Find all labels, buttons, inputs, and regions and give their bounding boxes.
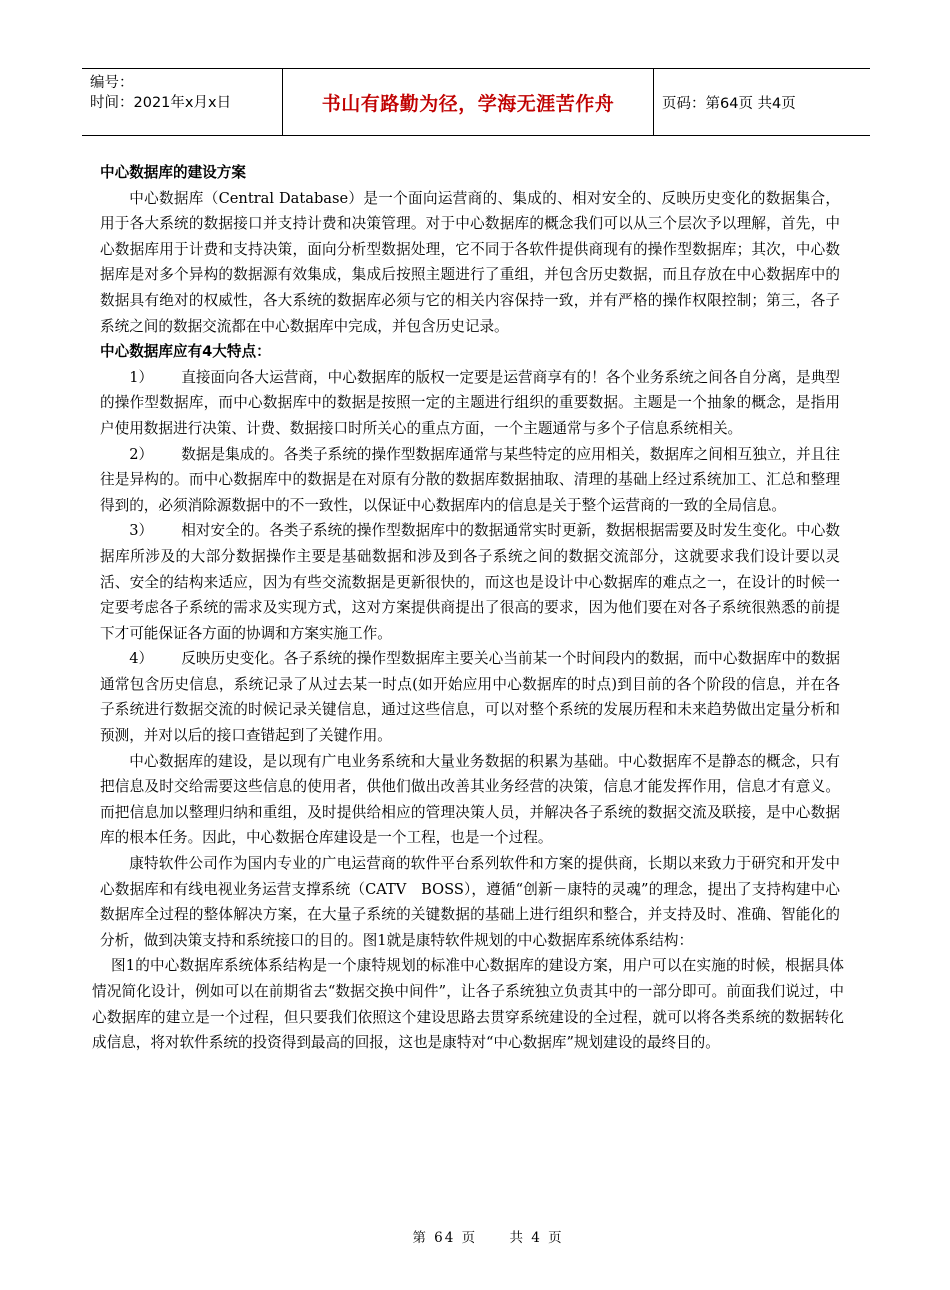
feature-text: 数据是集成的。各类子系统的操作型数据库通常与某些特定的应用相关，数据库之间相互独立，并且往往是异构的。而中心数据库中的数据是在对原有分散的数据库数据抽取、清理的基础上经过系统加工、汇总和整理得到的，必须消除源数据中的不一致性，以保证中心数据库内的信息是关于整个运营商的一致的全局信息。	[100, 445, 840, 514]
feature-number: 1）	[129, 368, 154, 386]
feature-item	[100, 518, 840, 646]
paragraph-kangte: 康特软件公司作为国内专业的广电运营商的软件平台系列软件和方案的提供商，长期以来致力于研究和开发中心数据库和有线电视业务运营支撑系统（CATV BOSS），遵循“创新－康特的灵魂”的理念，提出了支持构建中心数据库全过程的整体解决方案，在大量子系统的关键数据的基础上进行组织和整合，并支持及时、准确、智能化的分析，做到决策支持和系统接口的目的。图1就是康特软件规划的中心数据库系统体系结构：	[100, 855, 840, 949]
section-title-plan: 中心数据库的建设方案	[100, 164, 246, 181]
doc-time-label: 时间：2021年x月x日	[90, 95, 232, 111]
paragraph-figure-description: 图1的中心数据库系统体系结构是一个康特规划的标准中心数据库的建设方案，用户可以在实施的时候，根据具体情况简化设计，例如可以在前期省去“数据交换中间件”，让各子系统独立负责其中的一部分即可。前面我们说过，中心数据库的建立是一个过程，但只要我们依照这个建设思路去贯穿系统建设的全过程，就可以将各类系统的数据转化成信息，将对软件系统的投资得到最高的回报，这也是康特对“中心数据库”规划建设的最终目的。	[92, 957, 844, 1052]
feature-item	[100, 442, 840, 519]
paragraph-definition: 中心数据库（Central Database）是一个面向运营商的、集成的、相对安全的、反映历史变化的数据集合，用于各大系统的数据接口并支持计费和决策管理。对于中心数据库的概念我们可以从三个层次予以理解，首先，中心数据库用于计费和支持决策，面向分析型数据处理，它不同于各软件提供商现有的操作型数据库；其次，中心数据库是对多个异构的数据源有效集成，集成后按照主题进行了重组，并包含历史数据，而且存放在中心数据库中的数据具有绝对的权威性，各大系统的数据库必须与它的相关内容保持一致，并有严格的操作权限控制；第三，各子系统之间的数据交流都在中心数据库中完成，并包含历史记录。	[100, 189, 840, 335]
paragraph-construction: 中心数据库的建设，是以现有广电业务系统和大量业务数据的积累为基础。中心数据库不是静态的概念，只有把信息及时交给需要这些信息的使用者，供他们做出改善其业务经营的决策，信息才能发挥作用，信息才有意义。而把信息加以整理归纳和重组，及时提供给相应的管理决策人员，并解决各子系统的数据交流及联接，是中心数据库的根本任务。因此，中心数据仓库建设是一个工程，也是一个过程。	[100, 752, 840, 847]
feature-number: 2）	[129, 445, 154, 463]
page-footer	[0, 1226, 950, 1246]
document-body	[92, 160, 844, 1056]
page-header	[82, 68, 870, 136]
header-page-label: 页码：第64页 共4页	[662, 95, 796, 112]
header-left	[82, 69, 282, 135]
feature-text: 相对安全的。各类子系统的操作型数据库中的数据通常实时更新，数据根据需要及时发生变化。中心数据库所涉及的大部分数据操作主要是基础数据和涉及到各子系统之间的数据交流部分，这就要求我们设计要以灵活、安全的结构来适应，因为有些交流数据是更新很快的，而这也是设计中心数据库的难点之一，在设计的时候一定要考虑各子系统的需求及实现方式，这对方案提供商提出了很高的要求，因为他们要在对各子系统很熟悉的前提下才可能保证各方面的协调和方案实施工作。	[100, 522, 840, 642]
doc-number-label: 编号：	[90, 75, 134, 91]
feature-text: 反映历史变化。各子系统的操作型数据库主要关心当前某一个时间段内的数据，而中心数据库中的数据通常包含历史信息，系统记录了从过去某一时点(如开始应用中心数据库的时点)到目前的各个阶段的信息，并在各子系统进行数据交流的时候记录关键信息，通过这些信息，可以对整个系统的发展历程和未来趋势做出定量分析和预测，并对以后的接口查错起到了关键作用。	[100, 650, 840, 745]
feature-number: 4）	[129, 650, 154, 668]
footer-page-number: 第 64 页	[412, 1230, 478, 1246]
section-title-features: 中心数据库应有4大特点：	[100, 343, 271, 361]
feature-item	[100, 365, 840, 442]
footer-total-pages: 共 4 页	[509, 1230, 564, 1246]
feature-text: 直接面向各大运营商，中心数据库的版权一定要是运营商享有的！各个业务系统之间各自分离，是典型的操作型数据库，而中心数据库中的数据是按照一定的主题进行组织的重要数据。主题是一个抽象的概念，是指用户使用数据进行决策、计费、数据接口时所关心的重点方面，一个主题通常与多个子信息系统相关。	[100, 368, 840, 437]
feature-item	[100, 646, 840, 748]
header-motto: 书山有路勤为径，学海无涯苦作舟	[282, 69, 654, 135]
feature-number: 3）	[129, 522, 154, 540]
